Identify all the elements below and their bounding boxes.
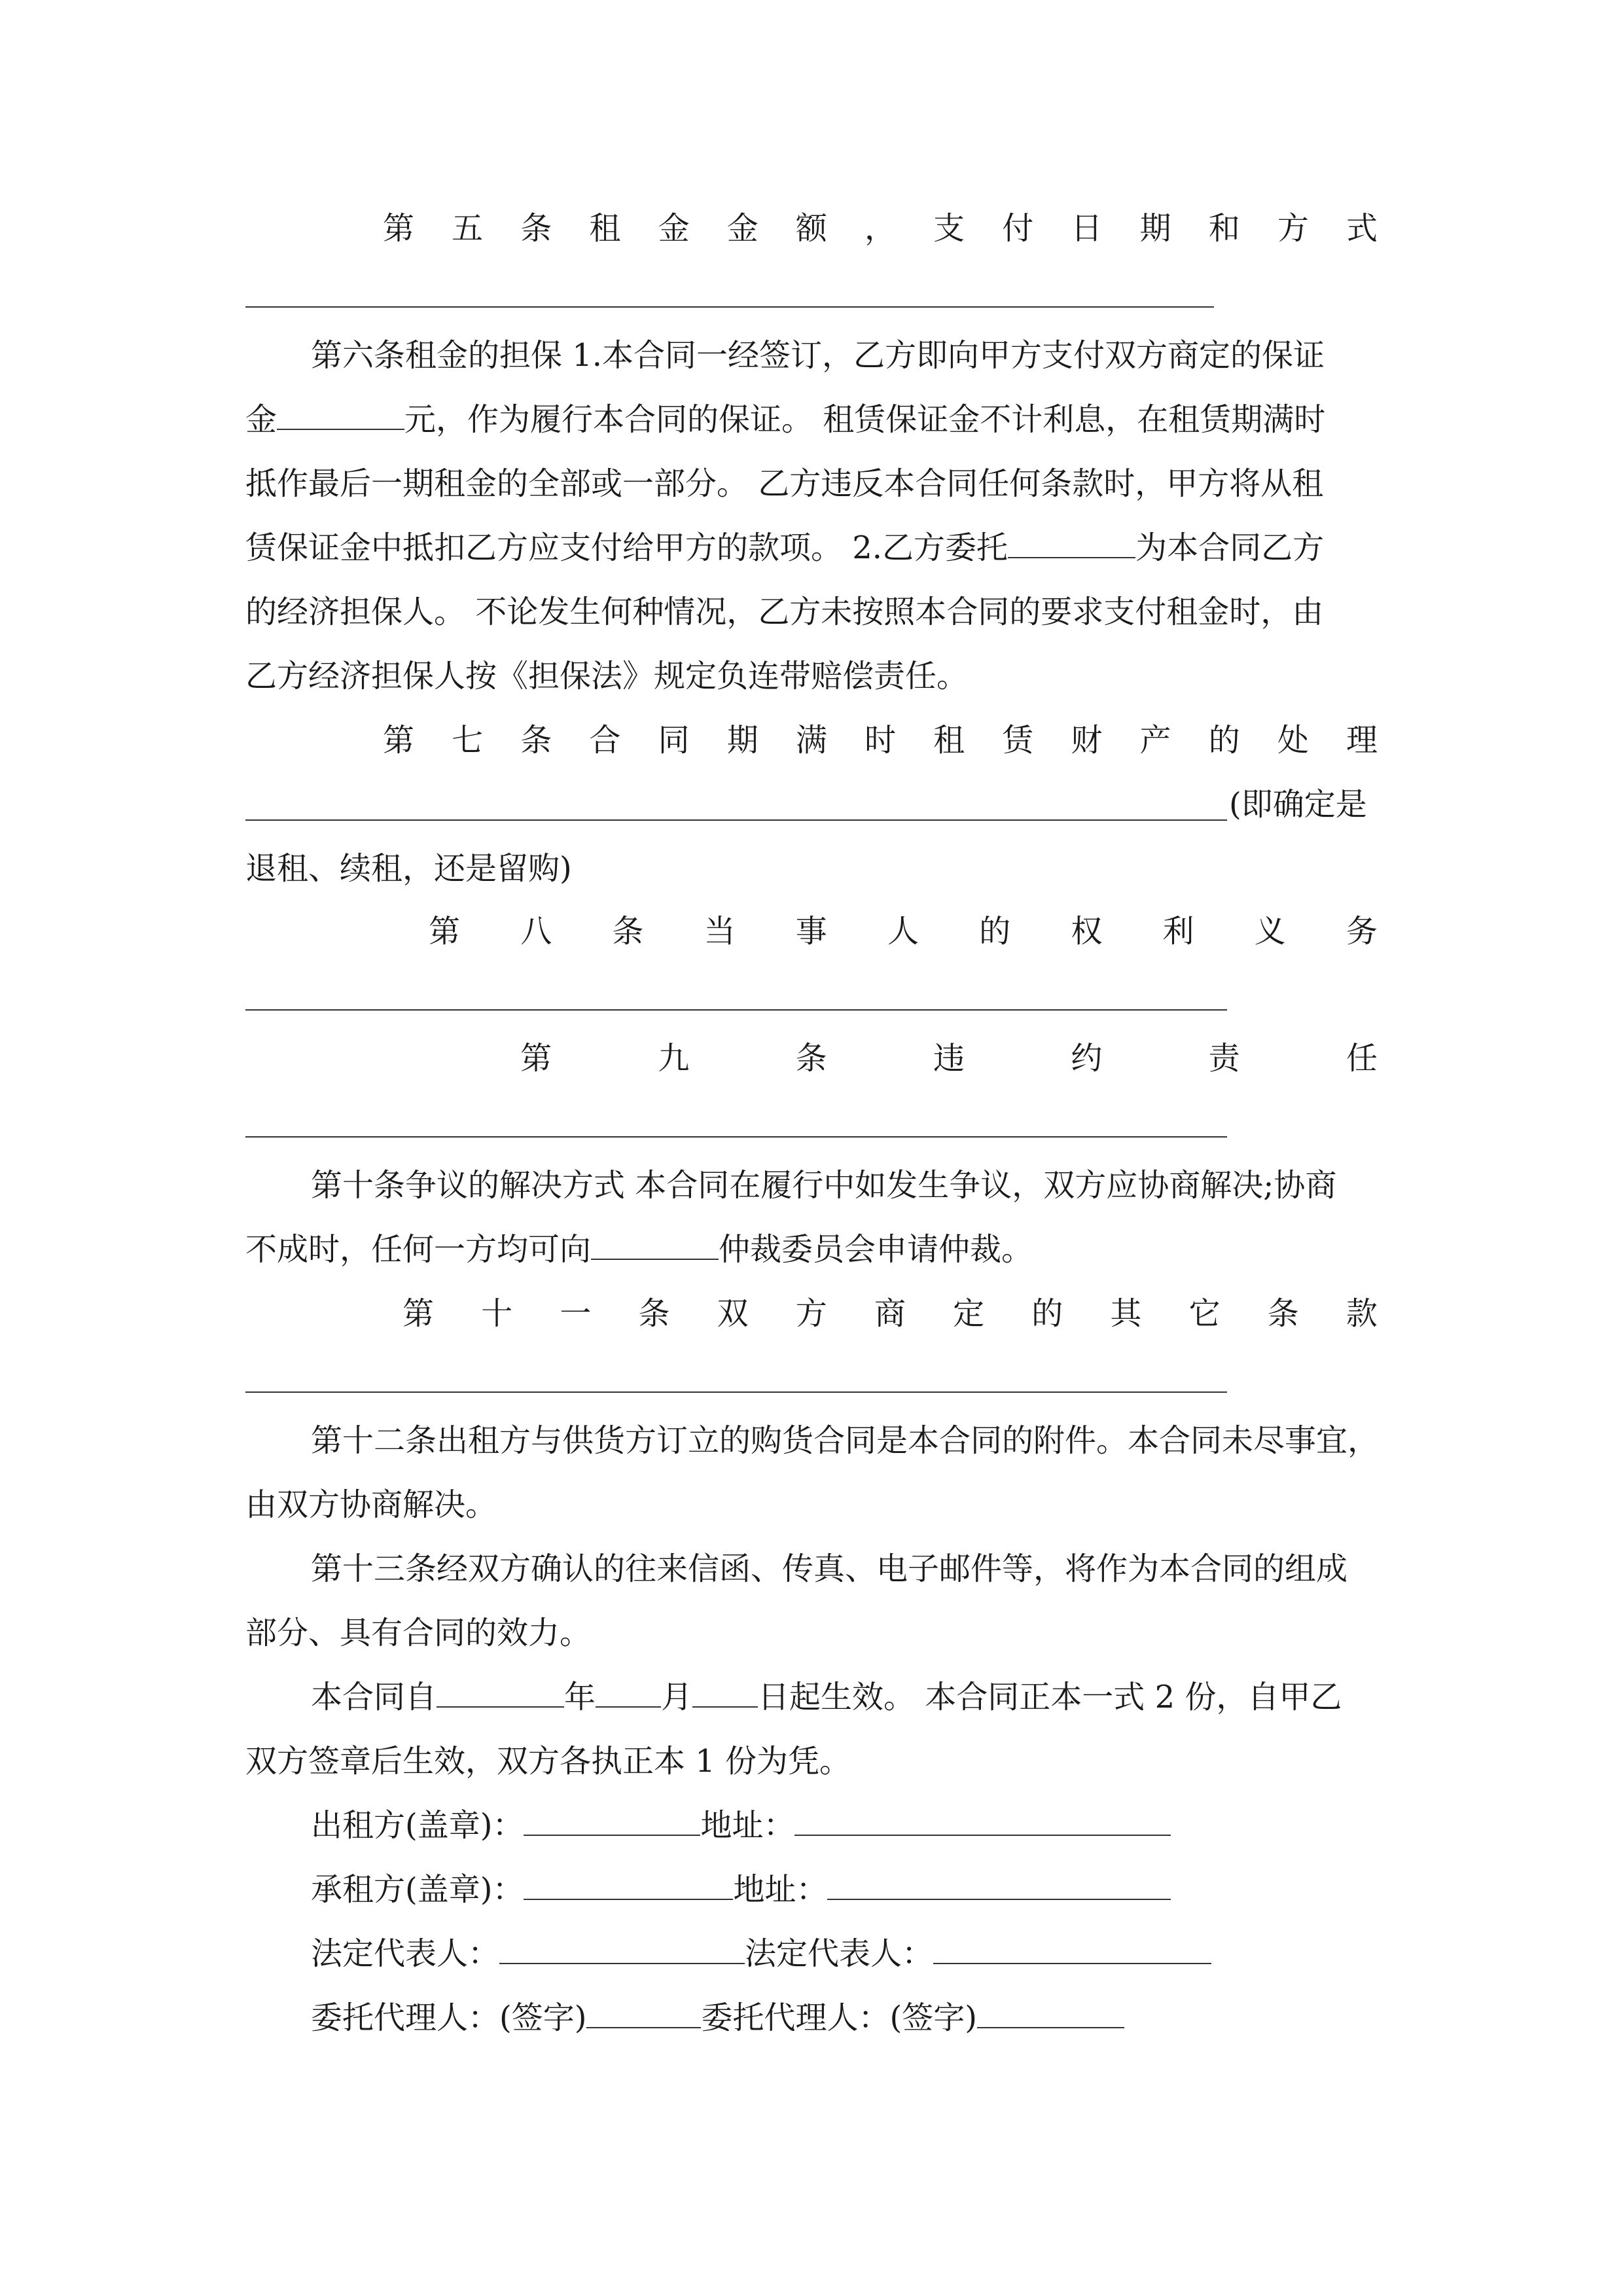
article-6-line-2 (245, 387, 1325, 452)
article5-heading-char: 金 (726, 210, 758, 247)
article11-heading-char: 其 (1110, 1295, 1142, 1332)
agent1-blank (586, 1998, 701, 2028)
article5-heading-char: 额 (795, 210, 827, 247)
article11-heading-char: 条 (638, 1295, 670, 1332)
article9-heading-char: 九 (658, 1040, 690, 1077)
article5-heading-char: 付 (1002, 210, 1034, 247)
article-7-heading (383, 708, 1378, 772)
article-11-blank-line (245, 1391, 1227, 1393)
article8-heading-char: 的 (979, 913, 1011, 950)
article7-heading-char: 七 (452, 722, 484, 759)
month-blank (596, 1677, 661, 1708)
article5-heading-char: 和 (1208, 210, 1240, 247)
article5-heading-char: 式 (1346, 210, 1378, 247)
article11-heading-char: 商 (874, 1295, 906, 1332)
article11-heading-char: 第 (402, 1295, 435, 1332)
article-6-line-4b: 为本合同乙方 (1135, 529, 1325, 566)
article-10-line-2b: 仲裁委员会申请仲裁。 (719, 1231, 1033, 1268)
article7-heading-char: 赁 (1002, 722, 1034, 759)
article-12-line-2: 由双方协商解决。 (245, 1486, 497, 1523)
lessor-blank (524, 1806, 700, 1836)
article7-heading-char: 合 (589, 722, 621, 759)
signature-row-3 (311, 1922, 1211, 1986)
guarantor-blank (1008, 528, 1135, 558)
article9-heading-char: 约 (1071, 1040, 1103, 1077)
article5-heading-char: ， (864, 210, 896, 247)
article-11-heading (402, 1282, 1378, 1346)
lessee-blank (524, 1870, 733, 1900)
article9-heading-char: 违 (933, 1040, 965, 1077)
article7-heading-char: 理 (1346, 722, 1378, 759)
article-10-line-2a: 不成时，任何一方均可向 (245, 1231, 592, 1268)
year-blank (437, 1677, 564, 1708)
rep2-label: 法定代表人： (745, 1935, 934, 1972)
agent1-label: 委托代理人：(签字) (311, 2000, 587, 2036)
article-10-line-2 (245, 1217, 1033, 1282)
article11-heading-char: 条 (1267, 1295, 1299, 1332)
effective-a: 本合同自 (311, 1679, 437, 1715)
address1-blank (794, 1806, 1171, 1836)
article-6-line-3: 抵作最后一期租金的全部或一部分。 乙方违反本合同任何条款时，甲方将从租 (245, 465, 1324, 502)
article8-heading-char: 第 (429, 913, 461, 950)
address2-blank (827, 1870, 1171, 1900)
article-12-line-1: 第十二条出租方与供货方订立的购货合同是本合同的附件。本合同未尽事宜， (311, 1422, 1380, 1459)
article9-heading-char: 任 (1346, 1040, 1378, 1077)
article7-heading-char: 同 (658, 722, 690, 759)
article11-heading-char: 一 (560, 1295, 592, 1332)
article5-heading-char: 支 (933, 210, 965, 247)
article8-heading-char: 权 (1071, 913, 1103, 950)
article7-heading-char: 处 (1277, 722, 1309, 759)
article-6-line-2b: 元，作为履行本合同的保证。 租赁保证金不计利息，在租赁期满时 (404, 401, 1326, 438)
signature-row-2 (311, 1857, 1171, 1922)
article-7-line-3: 退租、续租，还是留购) (245, 850, 572, 887)
article8-heading-char: 当 (704, 913, 736, 950)
address1-label: 地址： (700, 1807, 795, 1844)
article-6-line-4 (245, 516, 1324, 580)
article-13-line-1: 第十三条经双方确认的往来信函、传真、电子邮件等，将作为本合同的组成 (311, 1551, 1348, 1587)
article7-heading-char: 财 (1071, 722, 1103, 759)
day-blank (692, 1677, 758, 1708)
effective-c: 月 (661, 1679, 693, 1715)
article9-heading-char: 第 (520, 1040, 552, 1077)
article11-heading-char: 款 (1346, 1295, 1378, 1332)
article11-heading-char: 它 (1188, 1295, 1221, 1332)
article7-heading-char: 的 (1208, 722, 1240, 759)
article-5-heading (383, 196, 1378, 260)
article11-heading-char: 定 (953, 1295, 985, 1332)
article-6-line-1: 第六条租金的担保 1.本合同一经签订，乙方即向甲方支付双方商定的保证 (311, 337, 1325, 374)
article5-heading-char: 日 (1071, 210, 1103, 247)
agent2-label: 委托代理人：(签字) (701, 2000, 977, 2036)
article8-heading-char: 事 (795, 913, 827, 950)
lessor-label: 出租方(盖章)： (311, 1807, 524, 1844)
effective-line-2: 双方签章后生效，双方各执正本 1 份为凭。 (245, 1743, 851, 1780)
article5-heading-char: 金 (658, 210, 690, 247)
article5-heading-char: 第 (383, 210, 415, 247)
article5-heading-char: 五 (452, 210, 484, 247)
article8-heading-char: 利 (1162, 913, 1194, 950)
article-6-line-6: 乙方经济担保人按《担保法》规定负连带赔偿责任。 (245, 658, 969, 694)
article-13-line-2: 部分、具有合同的效力。 (245, 1615, 592, 1651)
article-5-blank-line (245, 306, 1214, 308)
deposit-amount-blank (277, 400, 404, 430)
article9-heading-char: 条 (795, 1040, 827, 1077)
article11-heading-char: 方 (795, 1295, 827, 1332)
article7-heading-char: 满 (795, 722, 827, 759)
article8-heading-char: 人 (887, 913, 919, 950)
rep1-label: 法定代表人： (311, 1935, 500, 1972)
article-6-line-5: 的经济担保人。 不论发生何种情况，乙方未按照本合同的要求支付租金时，由 (245, 594, 1324, 630)
rep2-blank (933, 1934, 1211, 1964)
article8-heading-char: 八 (520, 913, 552, 950)
article11-heading-char: 的 (1031, 1295, 1063, 1332)
article8-heading-char: 义 (1254, 913, 1286, 950)
article11-heading-char: 双 (717, 1295, 749, 1332)
article8-heading-char: 务 (1346, 913, 1378, 950)
agent2-blank (977, 1998, 1124, 2028)
article-8-blank-line (245, 1009, 1227, 1011)
lessee-label: 承租方(盖章)： (311, 1871, 524, 1908)
article5-heading-char: 方 (1277, 210, 1309, 247)
article7-heading-char: 时 (864, 722, 896, 759)
article5-heading-char: 条 (520, 210, 552, 247)
effective-line-1 (311, 1665, 1342, 1729)
article-7-tail: (即确定是 (1229, 786, 1367, 823)
effective-b: 年 (564, 1679, 596, 1715)
article7-heading-char: 条 (520, 722, 552, 759)
rep1-blank (499, 1934, 745, 1964)
address2-label: 地址： (733, 1871, 828, 1908)
article-10-line-1: 第十条争议的解决方式 本合同在履行中如发生争议，双方应协商解决;协商 (311, 1167, 1337, 1204)
arbitration-blank (591, 1230, 719, 1260)
article7-heading-char: 期 (726, 722, 758, 759)
effective-d: 日起生效。 本合同正本一式 2 份，自甲乙 (758, 1679, 1342, 1715)
article5-heading-char: 期 (1139, 210, 1171, 247)
article7-heading-char: 第 (383, 722, 415, 759)
article-9-heading (520, 1026, 1378, 1090)
signature-row-1 (311, 1793, 1171, 1857)
signature-row-4 (311, 1986, 1124, 2050)
article7-heading-char: 租 (933, 722, 965, 759)
article11-heading-char: 十 (481, 1295, 513, 1332)
article8-heading-char: 条 (612, 913, 644, 950)
article-7-blank-line (245, 819, 1227, 821)
article-8-heading (429, 899, 1378, 963)
article5-heading-char: 租 (589, 210, 621, 247)
article9-heading-char: 责 (1208, 1040, 1240, 1077)
article7-heading-char: 产 (1139, 722, 1171, 759)
article-9-blank-line (245, 1136, 1227, 1138)
article-6-line-4a: 赁保证金中抵扣乙方应支付给甲方的款项。 2.乙方委托 (245, 529, 1008, 566)
article-6-line-2a: 金 (245, 401, 277, 438)
